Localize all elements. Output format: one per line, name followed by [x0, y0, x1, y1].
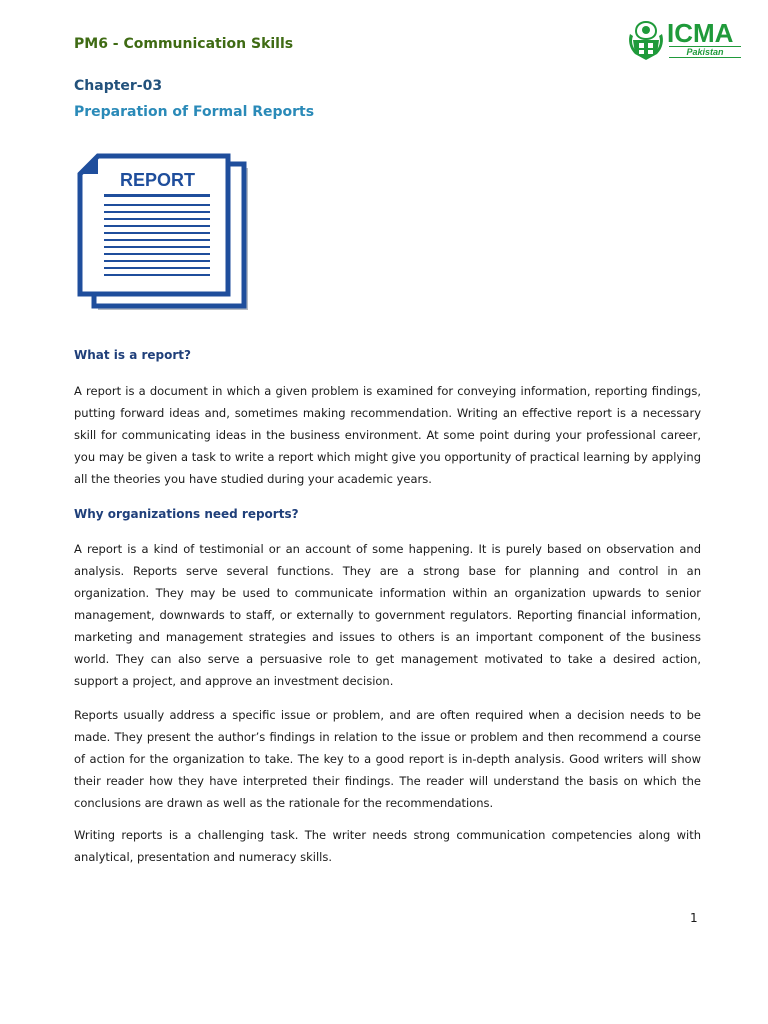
section-heading-what-is-report: What is a report?	[74, 348, 192, 362]
section-heading-why-reports: Why organizations need reports?	[74, 507, 299, 521]
report-document-icon	[76, 152, 256, 312]
page-number: 1	[690, 911, 698, 925]
icma-logo	[627, 18, 743, 62]
logo-wordmark: ICMA	[667, 18, 734, 48]
document-header-title: PM6 - Communication Skills	[74, 36, 294, 52]
paragraph-report-functions: A report is a kind of testimonial or an account of some happening. It is purely based on observation and analysis. Reports serve several functions. They are a strong base for planning and control in an organization. They may be used to communicate information within an organization upwards to senior management, downwards to staff, or externally to government regulators. Reporting financial information, marketing and management strategies and issues to others is an important component of the business world. They can also serve a persuasive role to get management motivated to take a desired action, support a project, and approve an investment decision.	[74, 542, 701, 688]
paragraph-report-analysis: Reports usually address a specific issue or problem, and are often required when a decision needs to be made. They present the author’s findings in relation to the issue or problem and then recommend a course of action for the organization to take. The key to a good report is in-depth analysis. Good writers will show their reader how they have interpreted their findings. The reader will understand the basis on which the conclusions are drawn as well as the rationale for the recommendations.	[74, 708, 701, 810]
paragraph-report-skills: Writing reports is a challenging task. The writer needs strong communication competencies along with analytical, presentation and numeracy skills.	[74, 828, 701, 864]
chapter-title: Preparation of Formal Reports	[74, 104, 315, 120]
paragraph-report-definition: A report is a document in which a given problem is examined for conveying information, reporting findings, putting forward ideas and, sometimes making recommendation. Writing an effective report is a necessary skill for communicating ideas in the business environment. At some point during your professional career, you may be given a task to write a report which might give you opportunity of practical learning by applying all the theories you have studied during your academic years.	[74, 384, 701, 486]
logo-subtext: Pakistan	[669, 46, 741, 58]
report-label: REPORT	[120, 170, 196, 190]
chapter-number: Chapter-03	[74, 78, 163, 94]
emblem-icon	[627, 20, 665, 62]
